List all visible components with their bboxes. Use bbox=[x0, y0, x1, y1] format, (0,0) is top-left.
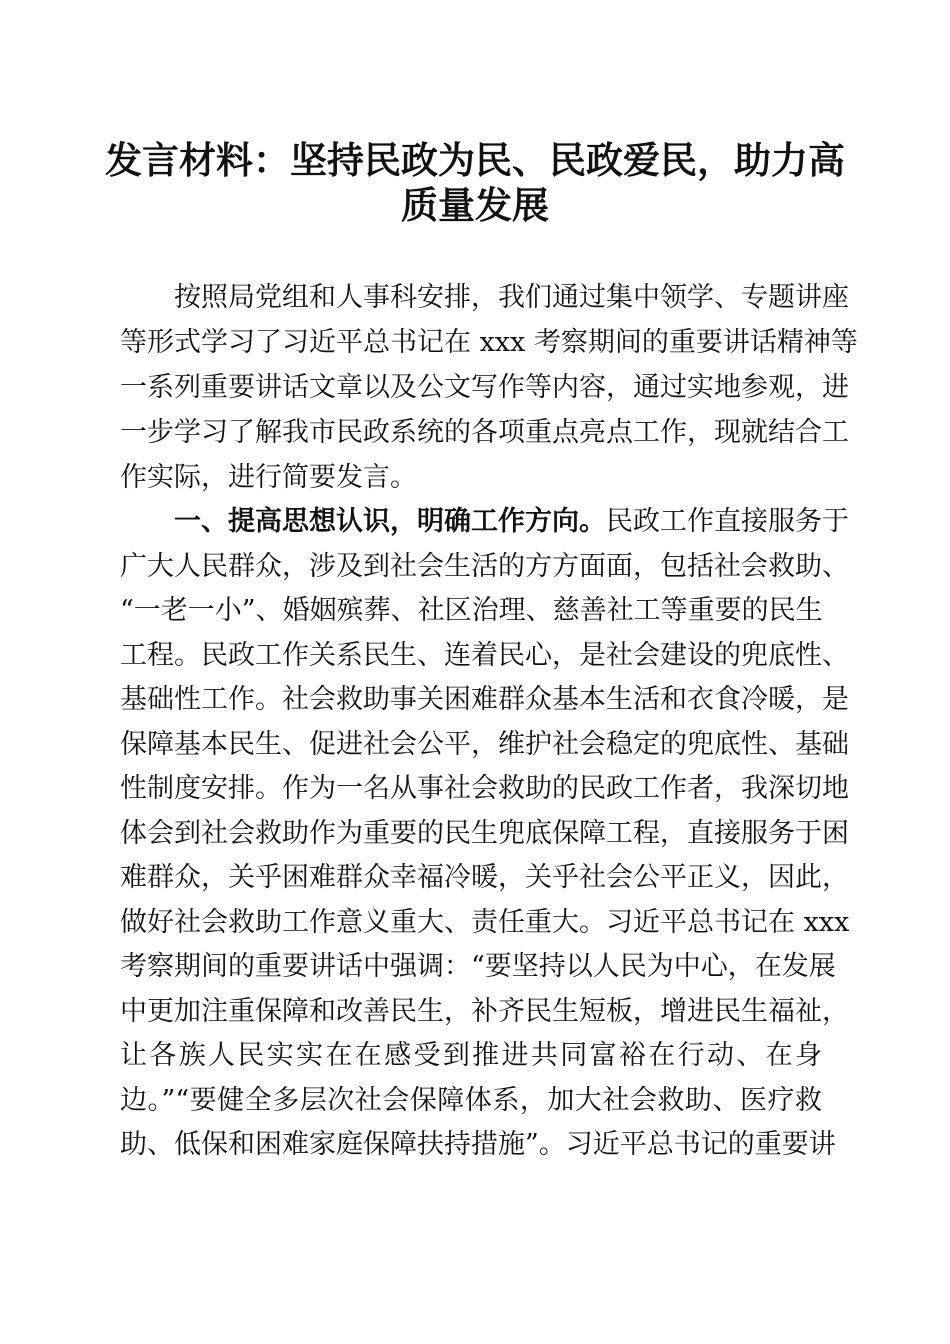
paragraph-line: 按照局党组和人事科安排，我们通过集中领学、专题讲座 bbox=[174, 282, 849, 313]
paragraph-line: 作实际，进行简要发言。 bbox=[120, 462, 417, 493]
paragraph-line: 工程。民政工作关系民生、连着民心，是社会建设的兜底性、 bbox=[120, 640, 849, 671]
paragraph-line: 考察期间的重要讲话中强调：“要坚持以人民为中心，在发展 bbox=[120, 951, 836, 982]
paragraph-line: 一步学习了解我市民政系统的各项重点亮点工作，现就结合工 bbox=[120, 417, 849, 448]
paragraph-line: 一系列重要讲话文章以及公文写作等内容，通过实地参观，进 bbox=[120, 372, 849, 403]
paragraph-line: 中更加注重保障和改善民生，补齐民生短板，增进民生福祉， bbox=[120, 996, 849, 1027]
paragraph-line: “一老一小”、婚姻殡葬、社区治理、慈善社工等重要的民生 bbox=[120, 595, 823, 626]
paragraph-text: 民政工作直接服务于 bbox=[606, 506, 849, 537]
paragraph-line bbox=[120, 500, 849, 544]
paragraph-line: 等形式学习了习近平总书记在 xxx 考察期间的重要讲话精神等 bbox=[120, 327, 858, 358]
paragraph-line: 难群众，关乎困难群众幸福冷暖，关乎社会公平正义，因此， bbox=[120, 862, 849, 893]
paragraph-line: 性制度安排。作为一名从事社会救助的民政工作者，我深切地 bbox=[120, 773, 849, 804]
document-title-line-1: 发言材料：坚持民政为民、民政爱民，助力高 bbox=[105, 138, 845, 182]
paragraph-line: 保障基本民生、促进社会公平，维护社会稳定的兜底性、基础 bbox=[120, 729, 849, 760]
paragraph-line: 体会到社会救助作为重要的民生兜底保障工程，直接服务于困 bbox=[120, 818, 849, 849]
paragraph-line: 边。”“要健全多层次社会保障体系，加大社会救助、医疗救 bbox=[120, 1085, 822, 1116]
paragraph-line: 广大人民群众，涉及到社会生活的方方面面，包括社会救助、 bbox=[120, 551, 849, 582]
paragraph-line: 让各族人民实实在在感受到推进共同富裕在行动、在身 bbox=[120, 1040, 822, 1071]
section-heading: 一、提高思想认识，明确工作方向。 bbox=[174, 506, 606, 537]
paragraph-line: 助、低保和困难家庭保障扶持措施”。习近平总书记的重要讲 bbox=[120, 1129, 836, 1160]
document-title-line-2: 质量发展 bbox=[401, 183, 549, 227]
paragraph-line: 基础性工作。社会救助事关困难群众基本生活和衣食冷暖，是 bbox=[120, 684, 849, 715]
paragraph-line: 做好社会救助工作意义重大、责任重大。习近平总书记在 xxx bbox=[120, 907, 850, 938]
